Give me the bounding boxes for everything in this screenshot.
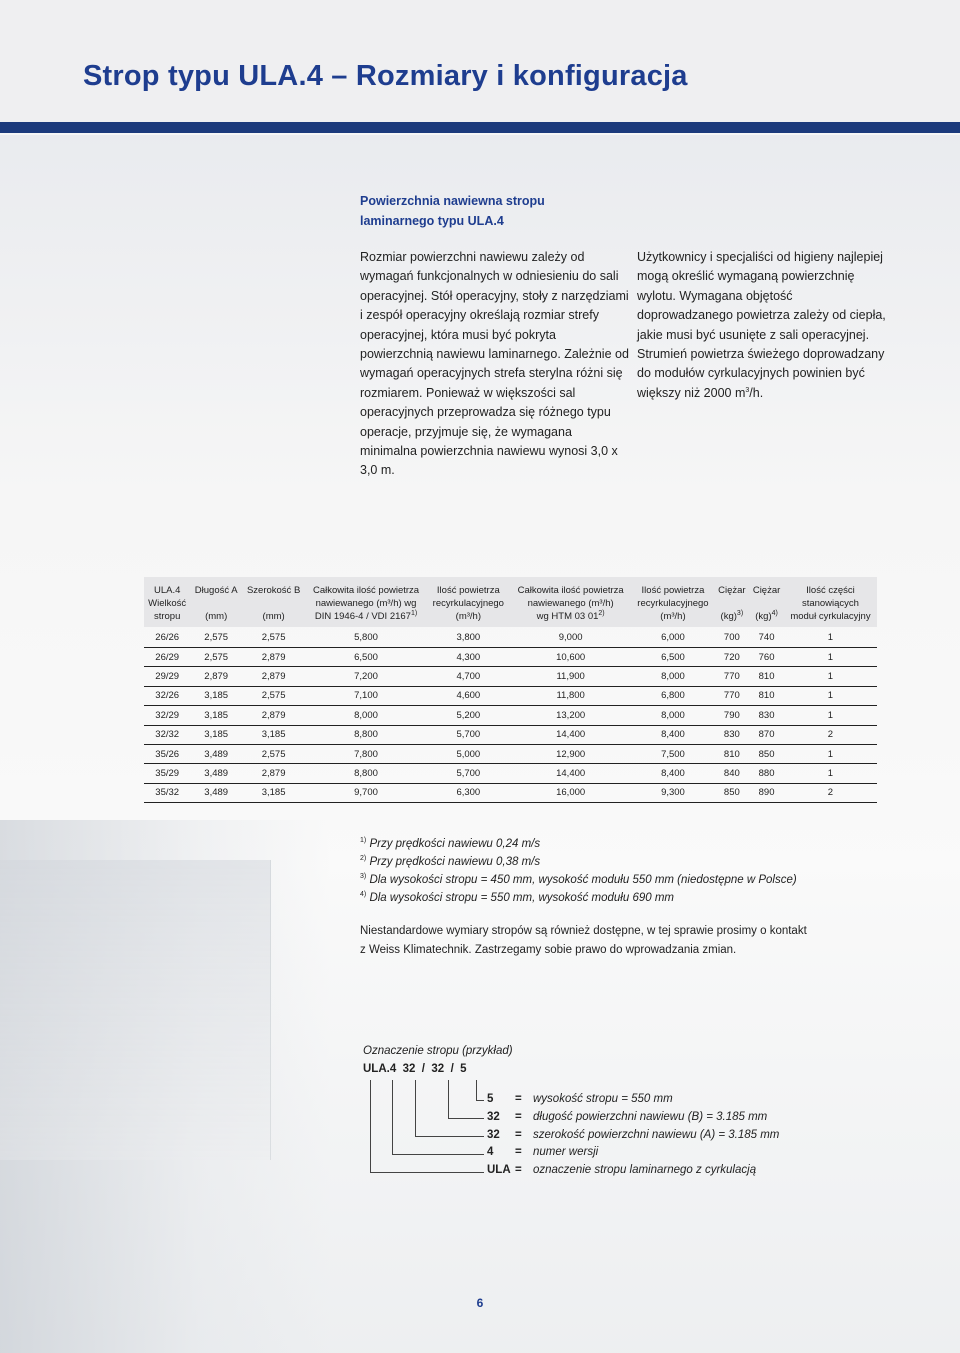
table-cell: 720 bbox=[715, 648, 750, 667]
right-paragraph bbox=[637, 248, 887, 403]
legend-description: długość powierzchni nawiewu (B) = 3.185 mm bbox=[533, 1110, 768, 1123]
bracket-tick-4 bbox=[392, 1154, 484, 1155]
table-cell: 870 bbox=[749, 725, 784, 744]
nonstandard-note: Niestandardowe wymiary stropów są również dostępne, w tej sprawie prosimy o kontakt z Weiss Klimatechnik. Zastrzegamy sobie prawo do wprowadzania zmian. bbox=[360, 925, 807, 956]
spec-table-header bbox=[144, 577, 877, 627]
column-header-sup: 1) bbox=[410, 609, 418, 617]
table-cell: 7,800 bbox=[305, 744, 427, 763]
table-row bbox=[144, 667, 877, 686]
column-header bbox=[190, 577, 242, 627]
column-header bbox=[144, 577, 190, 627]
table-cell: 2,575 bbox=[190, 627, 242, 648]
column-header-line: Ciężar bbox=[752, 585, 781, 596]
column-header-line: recyrkulacyjnego bbox=[637, 598, 709, 609]
table-cell: 770 bbox=[715, 686, 750, 705]
column-header-line: Ciężar bbox=[718, 585, 746, 596]
legend-key: 4 bbox=[487, 1146, 494, 1159]
table-cell: 2 bbox=[784, 725, 877, 744]
column-header-line: Długość A bbox=[194, 585, 238, 596]
page-title: Strop typu ULA.4 – Rozmiary i konfiguracja bbox=[83, 60, 688, 92]
table-row bbox=[144, 627, 877, 648]
table-row bbox=[144, 764, 877, 783]
column-header-line: Ilość powietrza bbox=[436, 585, 500, 596]
legend-row bbox=[487, 1162, 779, 1180]
table-cell: 35/32 bbox=[144, 783, 190, 802]
bracket-line-32a bbox=[415, 1080, 416, 1136]
footnote-mark: 4) bbox=[360, 891, 367, 899]
section-heading-line1: Powierzchnia nawiewna stropu bbox=[360, 194, 545, 208]
legend-equals: = bbox=[515, 1110, 522, 1123]
left-paragraph: Rozmiar powierzchni nawiewu zależy od wymagań funkcjonalnych w odniesieniu do sali operacyjnej. Stół operacyjny, stoły z narzędziami i zespół operacyjny określają rozmiar strefy operacyjnej, która musi być pokryta powierzchnią nawiewu laminarnego. Zależnie od wymagań operacyjnych strefa sterylna różni się rozmiarem. Ponieważ w większości sal operacyjnych przeprowadza się różnego typu operacje, przyjmuje się, że wymagana minimalna powierzchnia nawiewu wynosi 3,0 x 3,0 m. bbox=[360, 250, 629, 478]
column-header bbox=[749, 577, 784, 627]
column-header-line: Ilość części bbox=[806, 585, 855, 596]
table-cell: 1 bbox=[784, 744, 877, 763]
table-cell: 4,300 bbox=[427, 648, 510, 667]
column-header bbox=[427, 577, 510, 627]
table-cell: 3,185 bbox=[190, 706, 242, 725]
legend-key: 5 bbox=[487, 1093, 494, 1105]
table-cell: 770 bbox=[715, 667, 750, 686]
table-cell: 14,400 bbox=[510, 725, 632, 744]
legend-equals: = bbox=[515, 1164, 522, 1177]
spec-table bbox=[144, 577, 877, 803]
table-cell: 9,700 bbox=[305, 783, 427, 802]
bracket-tick-32a bbox=[415, 1136, 484, 1137]
table-cell: 890 bbox=[749, 783, 784, 802]
legend-description: wysokość stropu = 550 mm bbox=[533, 1093, 673, 1105]
column-header-line: (m³/h) bbox=[660, 611, 686, 622]
table-row bbox=[144, 783, 877, 802]
right-paragraph-tail: /h. bbox=[749, 385, 764, 400]
footnotes bbox=[360, 835, 820, 907]
table-cell: 1 bbox=[784, 764, 877, 783]
column-header-line: DIN 1946-4 / VDI 2167$^{1)}$ bbox=[314, 609, 418, 622]
footnote bbox=[360, 853, 820, 871]
column-header bbox=[784, 577, 877, 627]
bracket-line-4 bbox=[392, 1080, 393, 1154]
column-header-line: (mm) bbox=[205, 611, 228, 622]
bracket-line-ula bbox=[370, 1080, 371, 1172]
title-rule bbox=[0, 122, 960, 133]
table-cell: 11,900 bbox=[510, 667, 632, 686]
table-cell: 6,500 bbox=[305, 648, 427, 667]
footnote-text: Dla wysokości stropu = 450 mm, wysokość modułu 550 mm (niedostępne w Polsce) bbox=[369, 874, 797, 886]
background-machine-shape bbox=[0, 860, 271, 1160]
table-cell: 9,000 bbox=[510, 627, 632, 648]
table-cell: 740 bbox=[749, 627, 784, 648]
header-row bbox=[144, 577, 877, 627]
table-cell: 16,000 bbox=[510, 783, 632, 802]
column-header-line: (mm) bbox=[262, 611, 285, 622]
table-cell: 35/26 bbox=[144, 744, 190, 763]
column-header-line bbox=[192, 597, 240, 610]
table-row bbox=[144, 686, 877, 705]
table-cell: 830 bbox=[715, 725, 750, 744]
table-cell: 2 bbox=[784, 783, 877, 802]
table-cell: 26/29 bbox=[144, 648, 190, 667]
column-header-line: stropu bbox=[153, 611, 181, 622]
table-cell: 1 bbox=[784, 627, 877, 648]
footnote-text: Przy prędkości nawiewu 0,24 m/s bbox=[369, 838, 541, 850]
table-cell: 26/26 bbox=[144, 627, 190, 648]
table-cell: 830 bbox=[749, 706, 784, 725]
section-heading-line2: laminarnego typu ULA.4 bbox=[360, 214, 504, 228]
table-cell: 32/32 bbox=[144, 725, 190, 744]
table-cell: 8,000 bbox=[305, 706, 427, 725]
table-cell: 3,489 bbox=[190, 764, 242, 783]
column-header-line: (kg)$^{3)}$ bbox=[720, 609, 744, 622]
table-cell: 8,000 bbox=[631, 706, 714, 725]
table-cell: 4,700 bbox=[427, 667, 510, 686]
legend-description: numer wersji bbox=[533, 1146, 599, 1159]
spec-table-body bbox=[144, 627, 877, 803]
table-cell: 850 bbox=[749, 744, 784, 763]
table-cell: 2,879 bbox=[242, 764, 305, 783]
table-cell: 14,400 bbox=[510, 764, 632, 783]
table-cell: 810 bbox=[749, 686, 784, 705]
section-heading bbox=[360, 191, 620, 231]
right-paragraph-sup: 3 bbox=[745, 386, 750, 394]
table-cell: 3,185 bbox=[190, 725, 242, 744]
table-cell: 700 bbox=[715, 627, 750, 648]
bracket-tick-32b bbox=[448, 1118, 484, 1119]
legend-key: 32 bbox=[487, 1128, 500, 1141]
table-row bbox=[144, 725, 877, 744]
footnote bbox=[360, 871, 820, 889]
table-cell: 1 bbox=[784, 706, 877, 725]
column-header-line: nawiewanego (m³/h) bbox=[527, 598, 614, 609]
column-header-sup: 4) bbox=[771, 609, 778, 617]
table-cell: 1 bbox=[784, 686, 877, 705]
column-header-line: Ilość powietrza bbox=[641, 585, 705, 596]
table-cell: 35/29 bbox=[144, 764, 190, 783]
table-cell: 5,200 bbox=[427, 706, 510, 725]
table-cell: 7,100 bbox=[305, 686, 427, 705]
column-header-line: (m³/h) bbox=[455, 611, 481, 622]
table-cell: 3,185 bbox=[242, 725, 305, 744]
table-cell: 8,000 bbox=[631, 667, 714, 686]
table-cell: 2,879 bbox=[242, 648, 305, 667]
column-header bbox=[510, 577, 632, 627]
table-cell: 5,700 bbox=[427, 725, 510, 744]
table-cell: 5,000 bbox=[427, 744, 510, 763]
bracket-line-32b bbox=[448, 1080, 449, 1118]
legend-description: oznaczenie stropu laminarnego z cyrkulacją bbox=[533, 1164, 757, 1177]
table-cell: 880 bbox=[749, 764, 784, 783]
example-caption: Oznaczenie stropu (przykład) bbox=[363, 1045, 513, 1057]
footnote bbox=[360, 835, 820, 853]
right-paragraph-text: Użytkownicy i specjaliści od higieny najlepiej mogą określić wymaganą powierzchnię wylotu. Wymagana objętość doprowadzanego powietrza zależy od ciepła, jakie musi być usunięte z sali operacyjnej. Strumień powietrza świeżego doprowadzany do modułów cyrkulacyjnych powinien być większy niż 2000 m bbox=[637, 250, 886, 400]
bracket-line-5 bbox=[476, 1080, 477, 1100]
table-cell: 8,400 bbox=[631, 764, 714, 783]
legend-key: 32 bbox=[487, 1110, 500, 1123]
column-header-line: (kg)$^{4)}$ bbox=[755, 609, 778, 622]
table-cell: 810 bbox=[749, 667, 784, 686]
table-row bbox=[144, 648, 877, 667]
table-cell: 2,575 bbox=[242, 744, 305, 763]
legend-row bbox=[487, 1144, 779, 1162]
column-header-line: Szerokość B bbox=[246, 585, 301, 596]
table-row bbox=[144, 744, 877, 763]
table-cell: 6,500 bbox=[631, 648, 714, 667]
legend-row bbox=[487, 1109, 779, 1127]
table-cell: 3,185 bbox=[190, 686, 242, 705]
table-cell: 3,185 bbox=[242, 783, 305, 802]
legend-equals: = bbox=[515, 1146, 522, 1159]
table-cell: 5,700 bbox=[427, 764, 510, 783]
legend-row bbox=[487, 1091, 779, 1109]
table-cell: 8,400 bbox=[631, 725, 714, 744]
column-header-line: Całkowita ilość powietrza bbox=[517, 585, 624, 596]
table-cell: 13,200 bbox=[510, 706, 632, 725]
table-cell: 760 bbox=[749, 648, 784, 667]
column-header-line bbox=[751, 597, 782, 610]
table-cell: 2,575 bbox=[242, 686, 305, 705]
column-header-line: wg HTM 03 01$^{2)}$ bbox=[536, 609, 605, 622]
column-header-line: Wielkość bbox=[148, 598, 187, 609]
table-cell: 7,200 bbox=[305, 667, 427, 686]
table-cell: 3,800 bbox=[427, 627, 510, 648]
table-cell: 29/29 bbox=[144, 667, 190, 686]
table-row bbox=[144, 706, 877, 725]
table-cell: 2,879 bbox=[242, 706, 305, 725]
table-cell: 2,575 bbox=[242, 627, 305, 648]
table-cell: 790 bbox=[715, 706, 750, 725]
table-cell: 11,800 bbox=[510, 686, 632, 705]
legend-key: ULA bbox=[487, 1164, 511, 1177]
footnote-text: Przy prędkości nawiewu 0,38 m/s bbox=[369, 856, 541, 868]
footnote-mark: 1) bbox=[360, 837, 367, 845]
table-cell: 3,489 bbox=[190, 783, 242, 802]
table-cell: 1 bbox=[784, 667, 877, 686]
table-cell: 9,300 bbox=[631, 783, 714, 802]
column-header-sup: 2) bbox=[598, 609, 605, 617]
bracket-tick-5 bbox=[476, 1100, 484, 1101]
legend-description: szerokość powierzchni nawiewu (A) = 3.185 mm bbox=[533, 1128, 780, 1141]
footnote-mark: 3) bbox=[360, 873, 367, 881]
page-number: 6 bbox=[476, 1296, 484, 1310]
legend-equals: = bbox=[515, 1128, 522, 1141]
column-header bbox=[305, 577, 427, 627]
column-header-line: nawiewanego (m³/h) wg bbox=[315, 598, 417, 609]
table-cell: 2,575 bbox=[190, 648, 242, 667]
column-header bbox=[242, 577, 305, 627]
table-cell: 2,879 bbox=[242, 667, 305, 686]
column-header bbox=[631, 577, 714, 627]
table-cell: 12,900 bbox=[510, 744, 632, 763]
table-cell: 5,800 bbox=[305, 627, 427, 648]
table-cell: 10,600 bbox=[510, 648, 632, 667]
column-header-line: moduł cyrkulacyjny bbox=[790, 611, 871, 622]
table-cell: 850 bbox=[715, 783, 750, 802]
table-cell: 6,800 bbox=[631, 686, 714, 705]
bracket-tick-ula bbox=[370, 1172, 484, 1173]
column-header-sup: 3) bbox=[736, 609, 744, 617]
column-header-line bbox=[244, 597, 303, 610]
table-cell: 6,000 bbox=[631, 627, 714, 648]
table-cell: 8,800 bbox=[305, 764, 427, 783]
legend-row bbox=[487, 1127, 779, 1145]
column-header-line: Całkowita ilość powietrza bbox=[312, 585, 420, 596]
column-header-line: recyrkulacyjnego bbox=[432, 598, 504, 609]
column-header-line: stanowiących bbox=[801, 598, 859, 609]
example-legend bbox=[487, 1091, 779, 1180]
footnote bbox=[360, 889, 820, 907]
table-cell: 32/29 bbox=[144, 706, 190, 725]
example-code: ULA.4 32 / 32 / 5 bbox=[363, 1063, 467, 1075]
table-cell: 32/26 bbox=[144, 686, 190, 705]
footnote-mark: 2) bbox=[360, 855, 367, 863]
footnote-text: Dla wysokości stropu = 550 mm, wysokość modułu 690 mm bbox=[369, 892, 674, 904]
table-cell: 840 bbox=[715, 764, 750, 783]
table-cell: 2,879 bbox=[190, 667, 242, 686]
table-cell: 1 bbox=[784, 648, 877, 667]
table-cell: 7,500 bbox=[631, 744, 714, 763]
table-cell: 8,800 bbox=[305, 725, 427, 744]
table-cell: 3,489 bbox=[190, 744, 242, 763]
legend-equals: = bbox=[515, 1093, 522, 1105]
table-cell: 6,300 bbox=[427, 783, 510, 802]
column-header-line bbox=[717, 597, 748, 610]
column-header-line: ULA.4 bbox=[153, 585, 181, 596]
table-cell: 4,600 bbox=[427, 686, 510, 705]
column-header bbox=[715, 577, 750, 627]
table-cell: 810 bbox=[715, 744, 750, 763]
